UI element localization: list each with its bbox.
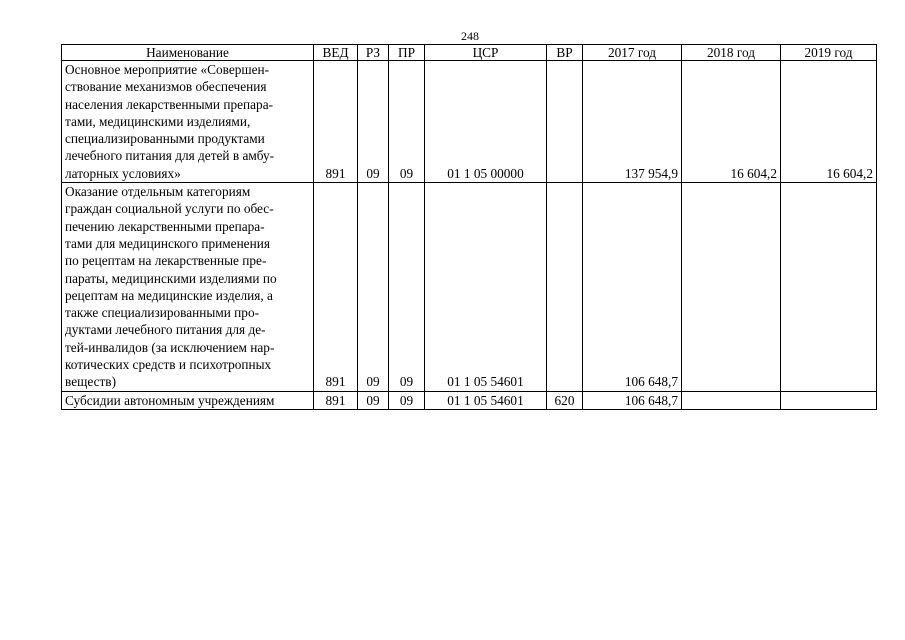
- row-csr: 01 1 05 00000: [425, 61, 547, 183]
- page-number: 248: [461, 29, 479, 43]
- row-name: Субсидии автономным учреждениям: [65, 392, 275, 408]
- row-pr: 09: [389, 391, 425, 409]
- row-name-cell: [62, 391, 314, 409]
- row-2019: 16 604,2: [781, 61, 877, 183]
- row-2017: 137 954,9: [583, 61, 682, 183]
- budget-table: [61, 44, 877, 410]
- row-2017: 106 648,7: [583, 391, 682, 409]
- table-row: [62, 183, 877, 392]
- row-2017: 106 648,7: [583, 183, 682, 392]
- header-rz: РЗ: [358, 45, 389, 61]
- row-ved: 891: [314, 61, 358, 183]
- row-csr: 01 1 05 54601: [425, 391, 547, 409]
- row-pr: 09: [389, 183, 425, 392]
- table-row: [62, 391, 877, 409]
- header-vr: ВР: [547, 45, 583, 61]
- row-csr: 01 1 05 54601: [425, 183, 547, 392]
- row-pr: 09: [389, 61, 425, 183]
- row-2019: [781, 183, 877, 392]
- row-rz: 09: [358, 391, 389, 409]
- row-vr: 620: [547, 391, 583, 409]
- row-2018: [682, 183, 781, 392]
- header-csr: ЦСР: [425, 45, 547, 61]
- row-2018: [682, 391, 781, 409]
- table-row: [62, 61, 877, 183]
- row-2018: 16 604,2: [682, 61, 781, 183]
- row-name-cell: [62, 61, 314, 183]
- row-name: Основное мероприятие «Совершен- ствование механизмов обеспечения населения лекарственными препара- тами, медицинскими изделиями, специализированными продуктами лечебного питания для детей в амбу- латорных условиях»: [65, 62, 275, 181]
- row-rz: 09: [358, 61, 389, 183]
- row-vr: [547, 183, 583, 392]
- header-2018: 2018 год: [682, 45, 781, 61]
- row-name-cell: [62, 183, 314, 392]
- table-header-row: [62, 45, 877, 61]
- row-rz: 09: [358, 183, 389, 392]
- header-pr: ПР: [389, 45, 425, 61]
- row-ved: 891: [314, 391, 358, 409]
- header-name: Наименование: [62, 45, 314, 61]
- header-2019: 2019 год: [781, 45, 877, 61]
- row-vr: [547, 61, 583, 183]
- header-ved: ВЕД: [314, 45, 358, 61]
- row-2019: [781, 391, 877, 409]
- header-2017: 2017 год: [583, 45, 682, 61]
- row-ved: 891: [314, 183, 358, 392]
- row-name: Оказание отдельным категориям граждан социальной услуги по обес- печению лекарственными препара- тами для медицинского применения по рецептам на лекарственные пре- параты, медицинскими изделиями по рецептам на медицинские изделия, а также специализированными про- дуктами лечебного питания для де- тей-инвалидов (за исключением нар- котических средств и психотропных веществ): [65, 184, 277, 390]
